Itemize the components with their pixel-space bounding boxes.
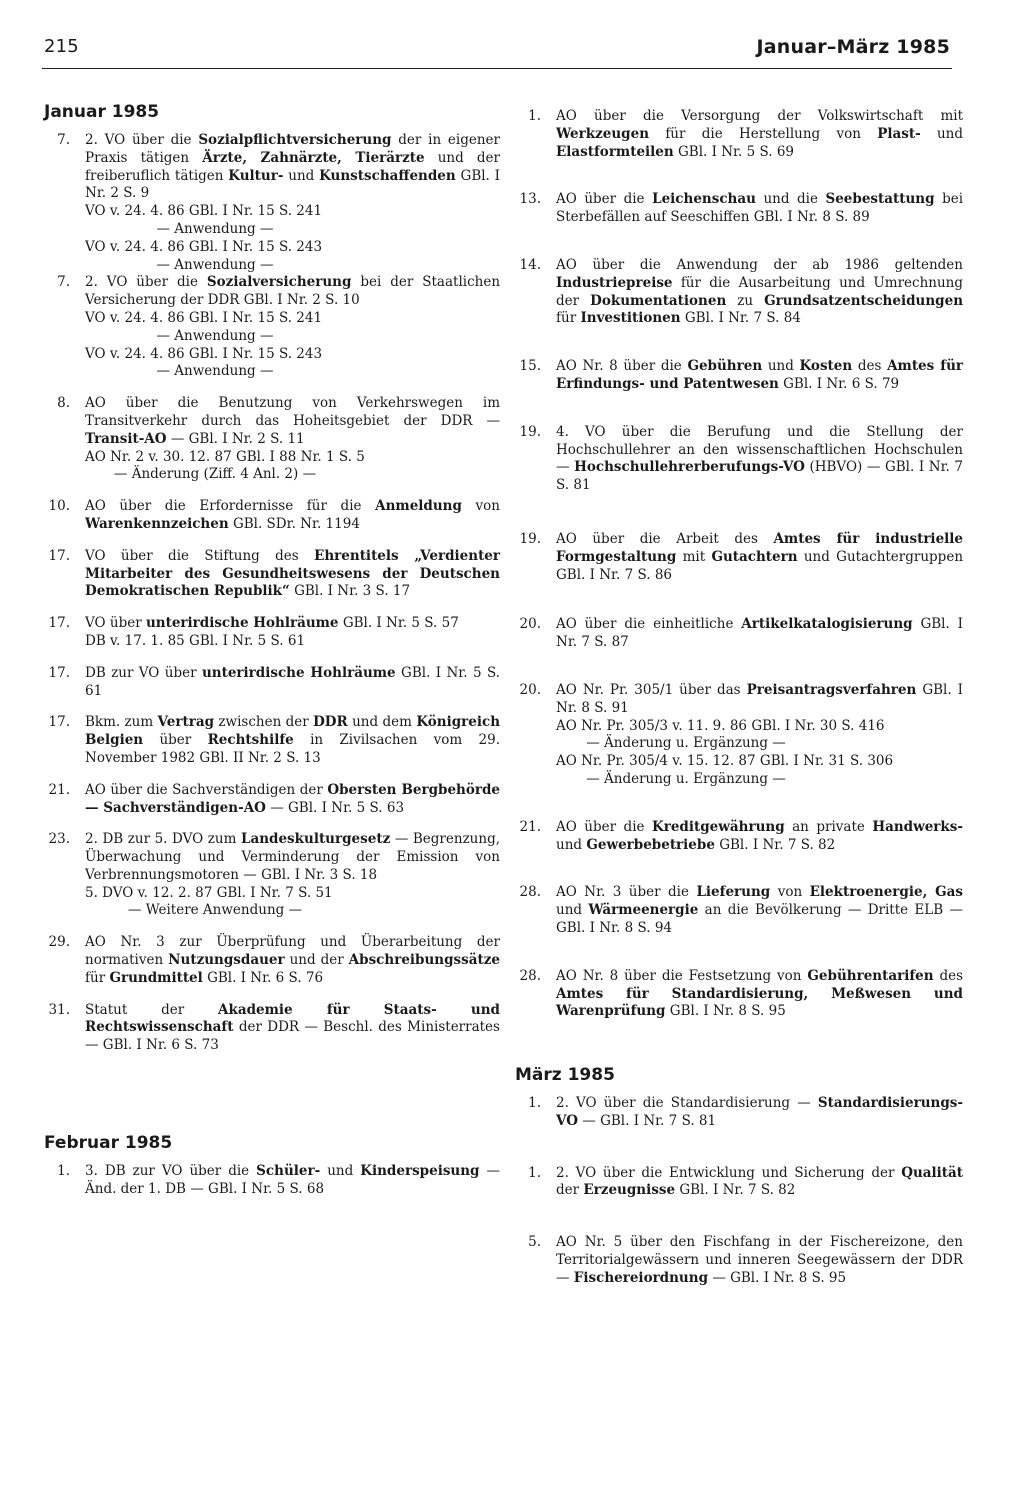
amendment-reference: AO Nr. Pr. 305/4 v. 15. 12. 87 GBl. I Nr. 31 S. 306 xyxy=(556,753,894,770)
entry-segment: für die Ausarbeitung und Umrechnung der xyxy=(556,274,963,309)
entry-segment: für xyxy=(556,310,577,327)
entry-segment: AO über die Arbeit des xyxy=(556,530,758,547)
entry-keyword: Gutachtern xyxy=(711,548,798,565)
entry-text xyxy=(556,358,963,392)
entry-day: 14. xyxy=(519,256,541,273)
entry-text xyxy=(556,616,963,650)
entry-segment: GBl. I Nr. 5 S. 57 xyxy=(342,615,459,632)
entry-text xyxy=(85,665,500,699)
amendment-note: — Änderung u. Ergänzung — xyxy=(586,735,786,752)
list-item xyxy=(515,1165,963,1201)
page-number: 215 xyxy=(44,36,79,57)
entry-keyword: Grundmittel xyxy=(109,969,203,986)
entry-segment: AO Nr. 8 über die Festsetzung von xyxy=(556,967,802,984)
entry-keyword: Gewerbebetriebe xyxy=(586,836,715,853)
entry-segment: — Änd. der 1. DB — GBl. I Nr. 5 S. 68 xyxy=(85,1163,500,1197)
entry-keyword: DDR xyxy=(313,714,348,731)
entry-segment: VO über die Stiftung des xyxy=(85,547,299,564)
entry-segment: 4. VO über die Berufung und die Stellung der Hochschullehrer an den wissenschaftlichen Hochschulen — xyxy=(556,423,963,476)
amendment-note: — Anwendung — xyxy=(156,327,274,344)
entry-segment: GBl. I Nr. 7 S. 82 xyxy=(679,1182,796,1199)
entry-reference: GBl. I Nr. 2 S. 9 xyxy=(85,167,500,202)
entry-segment: AO über die xyxy=(556,818,645,835)
entry-day: 10. xyxy=(48,498,70,515)
entry-keyword: Amtes für Standardisierung, Meßwesen und Warenprüfung xyxy=(556,985,963,1020)
entry-segment: Bkm. zum xyxy=(85,714,154,731)
entry-keyword: Amtes für Erfindungs- und Patentwesen xyxy=(556,358,964,392)
entry-segment: AO über die Anwendung der ab 1986 geltenden xyxy=(556,256,963,273)
entry-segment: GBl. SDr. Nr. 1194 xyxy=(232,515,360,532)
entry-segment: bei der Staatlichen Versicherung der DDR GBl. I Nr. 2 S. 10 xyxy=(85,274,501,309)
entry-keyword: Sozialversicherung xyxy=(206,274,352,291)
list-item xyxy=(44,1002,500,1055)
amendment-reference: 5. DVO v. 12. 2. 87 GBl. I Nr. 7 S. 51 xyxy=(85,884,333,901)
list-item xyxy=(515,424,963,495)
entry-keyword: Königreich Belgien xyxy=(85,714,501,749)
entry-text xyxy=(556,682,963,716)
list-item xyxy=(44,1163,500,1199)
entry-segment: — GBl. I Nr. 2 S. 11 xyxy=(170,430,305,447)
entry-list-maerz xyxy=(515,1095,963,1288)
right-column xyxy=(515,100,963,1288)
amendment-note: — Änderung u. Ergänzung — xyxy=(586,770,786,787)
entry-segment: 2. VO über die xyxy=(85,132,192,148)
entry-day: 1. xyxy=(528,1164,541,1181)
amendment-reference: AO Nr. 2 v. 30. 12. 87 GBl. I 88 Nr. 1 S. 5 xyxy=(85,448,365,465)
entry-segment: der xyxy=(556,1182,580,1199)
entry-text xyxy=(556,884,963,936)
entry-segment: GBl. I Nr. 8 S. 95 xyxy=(669,1003,786,1020)
list-item xyxy=(515,358,963,394)
entry-segment: GBl. I Nr. 3 S. 17 xyxy=(294,583,411,600)
entry-segment: und xyxy=(288,167,315,184)
entry-day: 17. xyxy=(48,615,70,632)
entry-text xyxy=(556,819,963,853)
entry-segment: und xyxy=(556,836,583,853)
entry-keyword: unterirdische Hohlräume xyxy=(145,615,339,632)
amendment-reference: DB v. 17. 1. 85 GBl. I Nr. 5 S. 61 xyxy=(85,632,306,649)
list-item xyxy=(44,615,500,651)
entry-keyword: Obersten Bergbehörde — Sachverständigen-AO xyxy=(85,781,500,816)
entry-segment: des xyxy=(857,358,882,375)
entry-list-januar xyxy=(44,132,500,1055)
entry-day: 28. xyxy=(519,967,541,984)
entry-keyword: Kunstschaffenden xyxy=(319,167,456,184)
entry-text xyxy=(85,782,500,816)
entry-segment: des xyxy=(939,967,963,984)
entry-text xyxy=(85,1002,500,1054)
entry-day: 20. xyxy=(519,681,541,698)
entry-keyword: Nutzungsdauer xyxy=(168,952,285,969)
entry-keyword: Wärmeenergie xyxy=(588,902,699,919)
entry-keyword: Dokumentationen xyxy=(590,292,727,309)
amendment-note: — Anwendung — xyxy=(156,363,274,380)
entry-keyword: Kultur- xyxy=(228,167,284,184)
entry-keyword: Werkzeugen xyxy=(556,125,650,142)
entry-segment: GBl. I Nr. 8 S. 91 xyxy=(556,681,963,716)
entry-keyword: Landeskulturgesetz xyxy=(240,831,391,848)
entry-segment: bei Sterbefällen auf Seeschiffen GBl. I Nr. 8 S. 89 xyxy=(556,191,964,226)
entry-day: 19. xyxy=(519,530,541,547)
entry-keyword: Gebühren xyxy=(687,358,763,375)
list-item xyxy=(515,1095,963,1131)
entry-keyword: Seebestattung xyxy=(825,191,935,208)
list-item xyxy=(44,498,500,534)
entry-text xyxy=(85,831,500,883)
entry-keyword: Artikelkatalogisierung xyxy=(741,616,913,633)
entry-keyword: Ärzte, Zahnärzte, Tierärzte xyxy=(202,149,425,166)
entry-keyword: Industriepreise xyxy=(556,274,673,291)
list-item xyxy=(515,531,963,584)
entry-segment: 3. DB zur VO über die xyxy=(85,1163,250,1180)
section-heading-januar: Januar 1985 xyxy=(44,102,160,122)
entry-keyword: Standardisierungs-VO xyxy=(556,1095,963,1129)
entry-keyword: Schüler- xyxy=(256,1163,321,1180)
entry-text xyxy=(85,132,500,201)
entry-segment: und Gutachtergruppen GBl. I Nr. 7 S. 86 xyxy=(556,548,964,583)
entry-segment: und dem xyxy=(352,714,412,731)
section-heading-februar: Februar 1985 xyxy=(44,1133,173,1154)
entry-segment: GBl. I Nr. 5 S. 61 xyxy=(85,664,500,699)
list-item xyxy=(515,884,963,937)
entry-segment: AO Nr. Pr. 305/1 über das xyxy=(556,681,741,698)
amendment-reference: AO Nr. Pr. 305/3 v. 11. 9. 86 GBl. I Nr. 30 S. 416 xyxy=(556,717,885,734)
entry-text xyxy=(85,548,500,600)
list-item xyxy=(515,191,963,227)
entry-segment: 2. VO über die xyxy=(85,274,198,291)
entry-keyword: Gebührentarifen xyxy=(807,967,934,984)
entry-keyword: Erzeugnisse xyxy=(583,1182,676,1199)
entry-keyword: Transit-AO xyxy=(85,430,167,447)
entry-segment: AO über die xyxy=(556,191,645,208)
left-column xyxy=(44,100,500,1199)
entry-keyword: Plast- xyxy=(877,125,921,142)
entry-day: 29. xyxy=(48,934,70,951)
entry-keyword: Sozialpflichtversicherung xyxy=(198,132,392,148)
header-rule xyxy=(42,68,952,69)
entry-day: 19. xyxy=(519,423,541,440)
entry-segment: und xyxy=(556,902,583,919)
list-item xyxy=(515,257,963,328)
entry-segment: AO über die einheitliche xyxy=(556,616,734,633)
entry-list-februar-right xyxy=(515,108,963,1021)
entry-day: 17. xyxy=(48,547,70,564)
entry-keyword: Abschreibungssätze xyxy=(348,952,500,969)
entry-text xyxy=(556,191,963,225)
entry-text xyxy=(556,1165,963,1199)
list-item xyxy=(44,831,500,920)
entry-segment: AO über die Erfordernisse für die xyxy=(85,498,362,515)
entry-keyword: Grundsatzentscheidungen xyxy=(764,292,964,309)
entry-day: 17. xyxy=(48,664,70,681)
entry-keyword: Akademie für Staats- und Rechtswissenschaft xyxy=(85,1001,500,1036)
entry-day: 15. xyxy=(519,358,541,375)
entry-day: 8. xyxy=(57,395,70,412)
entry-day: 1. xyxy=(528,1095,541,1112)
entry-segment: AO über die Benutzung von Verkehrswegen im Transitverkehr durch das Hoheitsgebiet der DDR — xyxy=(85,395,500,429)
entry-segment: Statut der xyxy=(85,1001,185,1018)
entry-segment: VO über xyxy=(85,615,142,632)
entry-segment: in Zivilsachen vom 29. November 1982 GBl. II Nr. 2 S. 13 xyxy=(85,732,500,766)
entry-segment: der DDR — Beschl. des Ministerrates — GBl. I Nr. 6 S. 73 xyxy=(85,1019,500,1054)
amendment-note: — Anwendung — xyxy=(156,220,274,237)
entry-segment: 2. DB zur 5. DVO zum xyxy=(85,831,237,848)
entry-segment: AO Nr. 8 über die xyxy=(556,358,682,375)
entry-keyword: Elastformteilen xyxy=(556,143,674,160)
entry-text xyxy=(85,274,500,308)
entry-text xyxy=(85,395,500,447)
entry-segment: und der xyxy=(289,952,344,969)
entry-segment: für xyxy=(85,969,106,986)
entry-keyword: unterirdische Hohlräume xyxy=(201,664,396,681)
entry-keyword: Kosten xyxy=(799,358,853,375)
entry-segment: DB zur VO über xyxy=(85,664,197,681)
entry-list-februar-left xyxy=(44,1163,500,1199)
list-item xyxy=(515,1234,963,1287)
entry-keyword: Vertrag xyxy=(157,714,215,731)
entry-segment: für die Herstellung von xyxy=(665,125,861,142)
entry-keyword: Fischereiordnung xyxy=(573,1269,709,1286)
entry-text xyxy=(556,424,963,493)
entry-day: 17. xyxy=(48,714,70,731)
list-item xyxy=(44,782,500,818)
entry-day: 21. xyxy=(48,781,70,798)
entry-segment: 2. VO über die Entwicklung und Sicherung der xyxy=(556,1164,895,1181)
entry-segment: AO über die Sachverständigen der xyxy=(85,781,323,798)
entry-segment: über xyxy=(159,732,192,749)
entry-keyword: Amtes für industrielle Formgestaltung xyxy=(556,530,964,565)
entry-segment: GBl. I Nr. 7 S. 87 xyxy=(556,616,963,651)
entry-day: 1. xyxy=(528,108,541,124)
entry-text xyxy=(85,714,500,766)
entry-segment: AO Nr. 3 zur Überprüfung und Überarbeitung der normativen xyxy=(85,934,500,969)
entry-keyword: Rechtshilfe xyxy=(207,732,294,749)
entry-day: 20. xyxy=(519,616,541,633)
entry-segment: AO Nr. 5 über den Fischfang in der Fischereizone, den Territorialgewässern und inneren Seegewässern der DDR — xyxy=(556,1234,963,1286)
entry-day: 21. xyxy=(519,818,541,835)
entry-text xyxy=(556,968,963,1020)
entry-segment: und xyxy=(327,1163,354,1180)
amendment-reference: VO v. 24. 4. 86 GBl. I Nr. 15 S. 243 xyxy=(85,238,323,255)
entry-keyword: Preisantragsverfahren xyxy=(746,681,917,698)
entry-keyword: Kinderspeisung xyxy=(360,1163,480,1180)
entry-segment: GBl. I Nr. 6 S. 79 xyxy=(783,375,900,392)
amendment-reference: VO v. 24. 4. 86 GBl. I Nr. 15 S. 243 xyxy=(85,345,323,362)
entry-segment: an die Bevölkerung — Dritte ELB — GBl. I Nr. 8 S. 94 xyxy=(556,902,963,936)
entry-segment: zu xyxy=(737,292,754,309)
entry-segment: AO über die Versorgung der Volkswirtschaft mit xyxy=(556,108,963,124)
amendment-reference: VO v. 24. 4. 86 GBl. I Nr. 15 S. 241 xyxy=(85,203,323,220)
running-title: Januar–März 1985 xyxy=(756,36,950,58)
entry-segment: der in eigener Praxis tätigen xyxy=(85,132,500,166)
entry-day: 31. xyxy=(48,1001,70,1018)
entry-keyword: Kreditgewährung xyxy=(652,818,785,835)
list-item xyxy=(44,274,500,381)
entry-text xyxy=(85,934,500,986)
entry-day: 5. xyxy=(528,1234,541,1251)
entry-segment: von xyxy=(777,884,803,901)
entry-text xyxy=(85,498,500,532)
section-heading-maerz: März 1985 xyxy=(515,1065,615,1086)
entry-keyword: Anmeldung xyxy=(375,498,462,515)
entry-segment: zwischen der xyxy=(218,714,309,731)
entry-segment: GBl. I Nr. 5 S. 69 xyxy=(678,143,795,160)
entry-keyword: Lieferung xyxy=(696,884,771,901)
entry-segment: GBl. I Nr. 6 S. 76 xyxy=(207,969,324,986)
entry-segment: — GBl. I Nr. 5 S. 63 xyxy=(270,799,405,816)
entry-day: 23. xyxy=(48,831,70,848)
entry-segment: 2. VO über die Standardisierung — xyxy=(556,1095,811,1112)
entry-day: 7. xyxy=(57,274,70,291)
entry-keyword: Qualität xyxy=(901,1164,964,1181)
list-item xyxy=(44,665,500,701)
entry-day: 13. xyxy=(519,191,541,208)
entry-segment: GBl. I Nr. 7 S. 84 xyxy=(684,310,801,327)
entry-day: 7. xyxy=(57,132,70,148)
entry-text xyxy=(556,1095,963,1129)
list-item xyxy=(44,132,500,274)
list-item xyxy=(515,682,963,789)
entry-text xyxy=(85,615,459,631)
entry-text xyxy=(556,108,963,160)
list-item xyxy=(515,968,963,1021)
list-item xyxy=(515,819,963,855)
entry-day: 1. xyxy=(57,1163,70,1180)
entry-segment: und der freiberuflich tätigen xyxy=(85,149,500,184)
entry-segment: an private xyxy=(792,818,865,835)
entry-segment: mit xyxy=(682,548,706,565)
list-item xyxy=(515,616,963,652)
entry-segment: und die xyxy=(763,191,818,208)
entry-segment: GBl. I Nr. 7 S. 82 xyxy=(719,836,836,853)
entry-keyword: Hochschullehrerberufungs-VO xyxy=(574,459,805,476)
entry-text xyxy=(85,1163,500,1197)
list-item xyxy=(44,934,500,987)
entry-keyword: Elektroenergie, Gas xyxy=(809,884,963,901)
entry-segment: (HBVO) — GBl. I Nr. 7 S. 81 xyxy=(556,459,964,494)
entry-segment: — GBl. I Nr. 7 S. 81 xyxy=(582,1112,717,1129)
list-item xyxy=(515,108,963,161)
entry-keyword: Ehrentitels „Verdienter Mitarbeiter des Gesundheitswesens der Deutschen Demokratischen Republik“ xyxy=(85,547,501,600)
entry-segment: von xyxy=(475,498,500,515)
entry-keyword: Investitionen xyxy=(580,310,681,327)
entry-day: 28. xyxy=(519,884,541,901)
entry-text xyxy=(556,1234,963,1286)
entry-keyword: Warenkennzeichen xyxy=(85,515,229,532)
list-item xyxy=(44,548,500,601)
entry-segment: und xyxy=(767,358,794,375)
list-item xyxy=(44,395,500,484)
amendment-note: — Änderung (Ziff. 4 Anl. 2) — xyxy=(113,466,317,483)
entry-text xyxy=(556,257,963,326)
entry-segment: und xyxy=(936,125,963,142)
entry-keyword: Handwerks- xyxy=(872,818,963,835)
entry-segment: — GBl. I Nr. 8 S. 95 xyxy=(712,1269,847,1286)
entry-keyword: Leichenschau xyxy=(652,191,756,208)
amendment-note: — Anwendung — xyxy=(156,256,274,273)
entry-segment: — Begrenzung, Überwachung und Verminderung der Emission von Verbrennungsmotoren — GBl. I Nr. 3 S. 18 xyxy=(85,831,501,883)
amendment-note: — Weitere Anwendung — xyxy=(127,902,303,919)
list-item xyxy=(44,714,500,767)
amendment-reference: VO v. 24. 4. 86 GBl. I Nr. 15 S. 241 xyxy=(85,309,323,326)
entry-segment: AO Nr. 3 über die xyxy=(556,884,689,901)
entry-text xyxy=(556,531,963,583)
